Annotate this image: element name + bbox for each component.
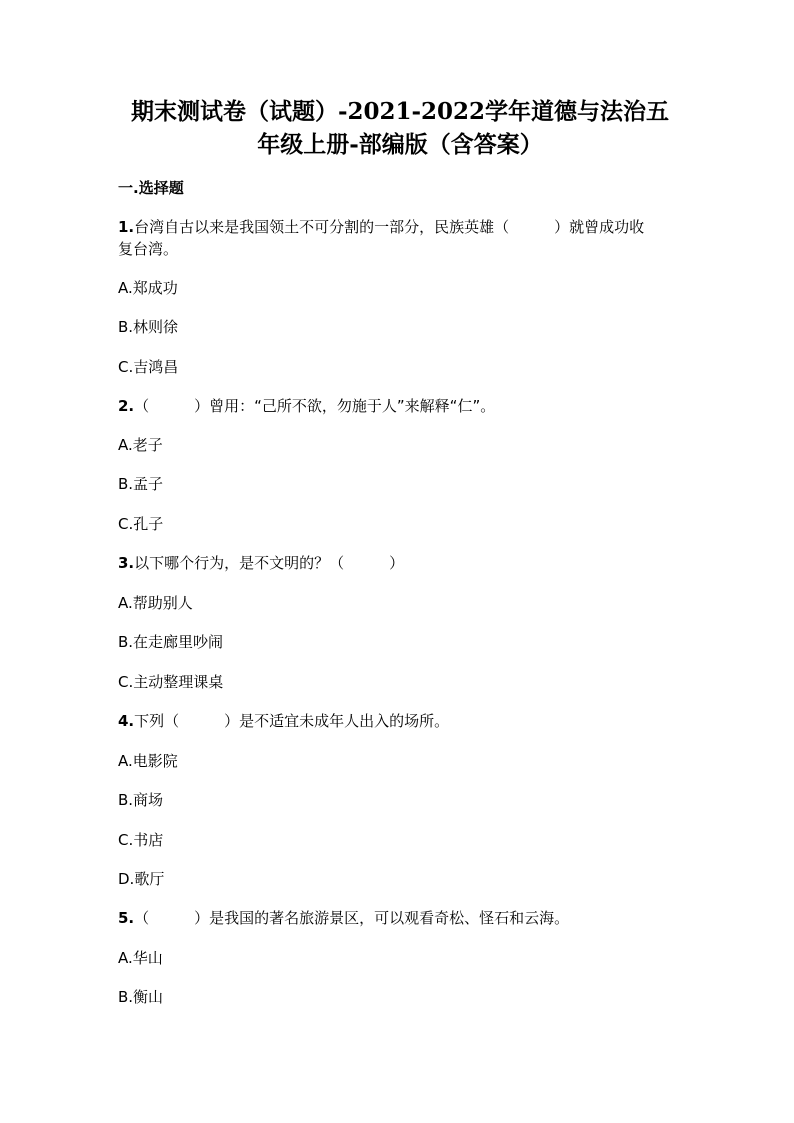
option-4d: D.歌厅 — [118, 870, 165, 888]
question-text: 以下哪个行为，是不文明的？（ ） — [134, 554, 405, 572]
option-1c: C.吉鸿昌 — [118, 358, 179, 376]
question-number: 3. — [118, 554, 135, 572]
option-4a: A.电影院 — [118, 752, 178, 770]
question-text: 台湾自古以来是我国领土不可分割的一部分，民族英雄（ ）就曾成功收 — [134, 218, 645, 236]
question-4 — [118, 710, 449, 732]
option-5a: A.华山 — [118, 949, 163, 967]
question-3 — [118, 552, 404, 574]
option-3c: C.主动整理课桌 — [118, 673, 224, 691]
question-2 — [118, 395, 495, 417]
option-4b: B.商场 — [118, 791, 164, 809]
question-number: 4. — [118, 712, 135, 730]
option-3b: B.在走廊里吵闹 — [118, 633, 224, 651]
option-5b: B.衡山 — [118, 988, 164, 1006]
option-1a: A.郑成功 — [118, 279, 178, 297]
option-3a: A.帮助别人 — [118, 594, 193, 612]
question-text: 下列（ ）是不适宜未成年人出入的场所。 — [134, 712, 450, 730]
question-text: （ ）曾用：“己所不欲，勿施于人”来解释“仁”。 — [134, 397, 496, 415]
option-2a: A.老子 — [118, 436, 163, 454]
question-5 — [118, 907, 569, 929]
document-title-line-1: 期末测试卷（试题）-2021-2022学年道德与法治五 — [130, 98, 670, 125]
question-number: 5. — [118, 909, 135, 927]
option-2b: B.孟子 — [118, 475, 164, 493]
option-4c: C.书店 — [118, 831, 164, 849]
option-1b: B.林则徐 — [118, 318, 179, 336]
question-1-line-2: 复台湾。 — [118, 240, 179, 258]
document-title-line-2: 年级上册-部编版（含答案） — [257, 131, 543, 158]
question-1-line-1 — [118, 216, 644, 238]
section-heading: 一.选择题 — [118, 179, 184, 197]
question-number: 1. — [118, 218, 135, 236]
question-text: （ ）是我国的著名旅游景区，可以观看奇松、怪石和云海。 — [134, 909, 570, 927]
option-2c: C.孔子 — [118, 515, 164, 533]
question-number: 2. — [118, 397, 135, 415]
